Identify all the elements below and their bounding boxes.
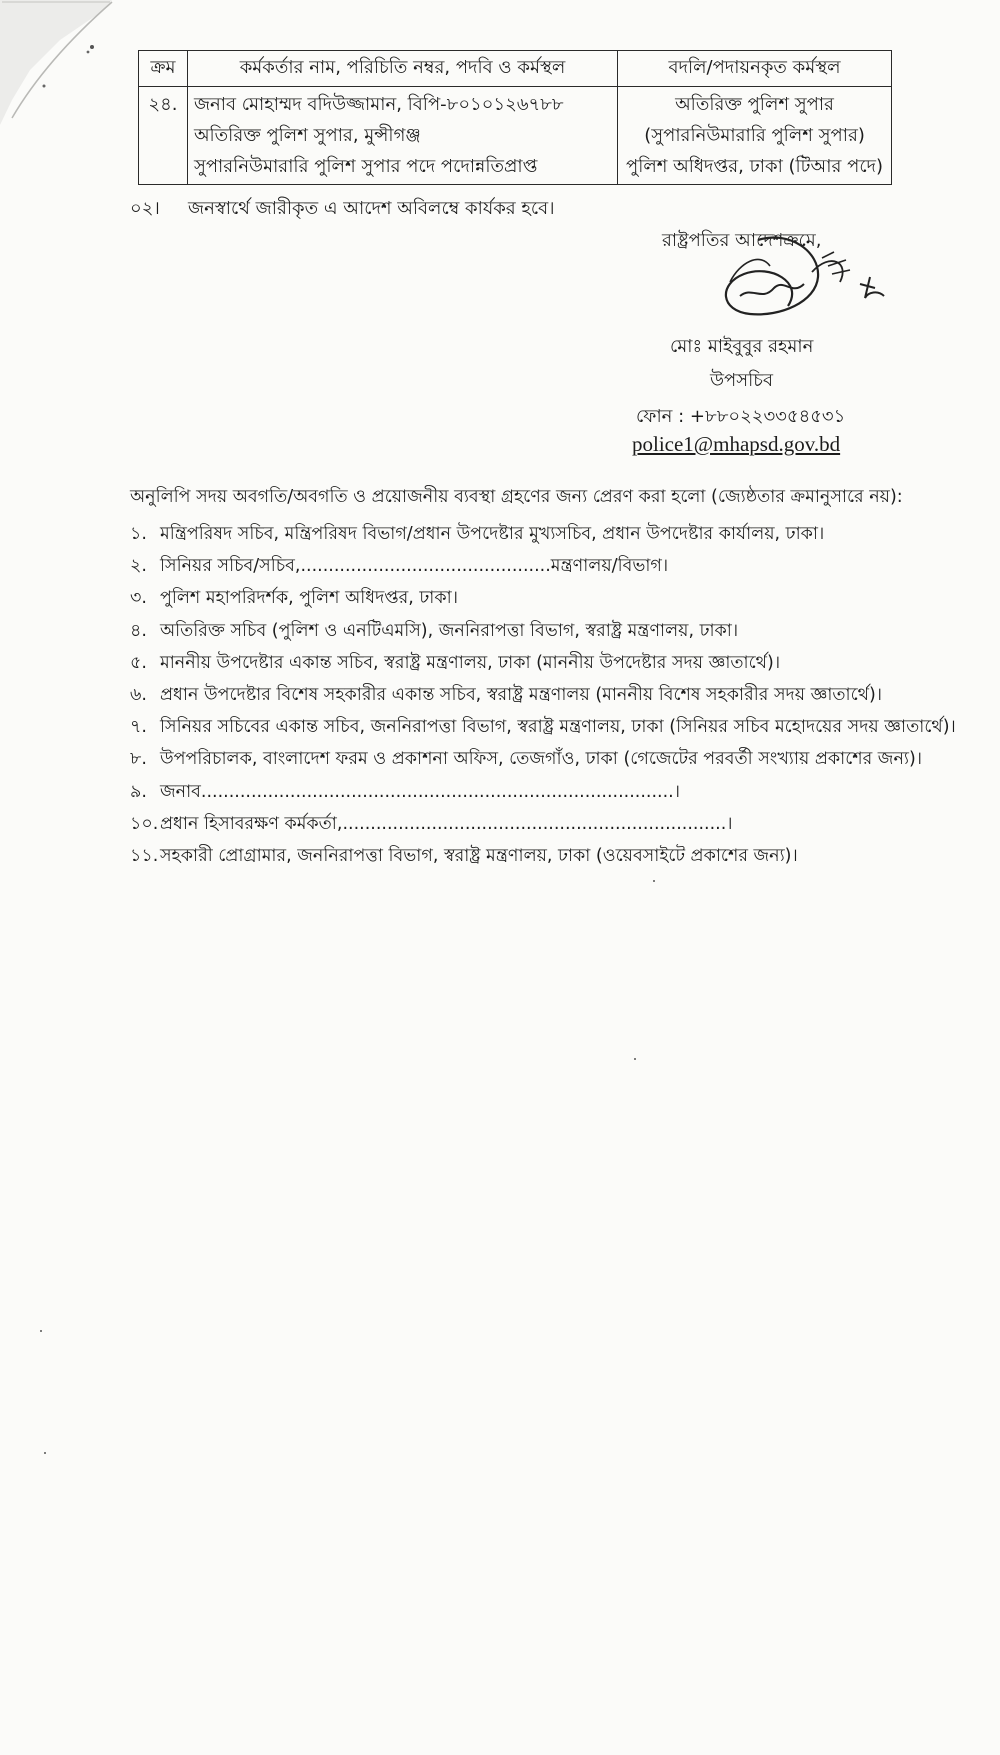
item-text: প্রধান উপদেষ্টার বিশেষ সহকারীর একান্ত সচিব, স্বরাষ্ট্র মন্ত্রণালয় (মাননীয় বিশেষ সহকারীর সদয় জ্ঞাতার্থে)। — [160, 684, 883, 705]
by-order-text: রাষ্ট্রপতির আদেশক্রমে, — [662, 230, 822, 251]
item-number: ১১. — [130, 845, 159, 866]
table-row — [139, 87, 892, 185]
serial-number: ২৪. — [148, 94, 178, 115]
item-text: পুলিশ মহাপরিদর্শক, পুলিশ অধিদপ্তর, ঢাকা। — [160, 588, 458, 609]
scan-speck — [40, 1330, 42, 1332]
copy-recipient-list — [130, 518, 956, 872]
list-item — [130, 776, 956, 808]
item-text: মন্ত্রিপরিষদ সচিব, মন্ত্রিপরিষদ বিভাগ/প্রধান উপদেষ্টার মুখ্যসচিব, প্রধান উপদেষ্টার কার্যালয়, ঢাকা। — [160, 524, 825, 544]
item-number: ৪. — [130, 620, 147, 641]
item-number: ২. — [130, 556, 147, 577]
officer-current-post-line: অতিরিক্ত পুলিশ সুপার, মুন্সীগঞ্জ — [193, 125, 421, 146]
item-text: সিনিয়র সচিবের একান্ত সচিব, জননিরাপত্তা বিভাগ, স্বরাষ্ট্র মন্ত্রণালয়, ঢাকা (সিনিয়র সচিব মহোদয়ের সদয় জ্ঞাতার্থে)। — [160, 717, 956, 738]
list-item — [130, 743, 956, 775]
scan-speck — [44, 1452, 46, 1454]
row-serial — [139, 87, 188, 185]
order-table — [138, 50, 892, 185]
scan-corner-artifact — [0, 0, 118, 135]
officer-name-line: জনাব মোহাম্মদ বদিউজ্জামান, বিপি-৮০১০১২৬৭৮৮ — [193, 94, 564, 115]
row-officer — [187, 87, 617, 185]
item-number: ১০. — [130, 813, 159, 834]
list-item — [130, 711, 956, 743]
scan-speck — [634, 1058, 636, 1060]
posted-line-1: অতিরিক্ত পুলিশ সুপার — [675, 94, 834, 115]
item-text: উপপরিচালক, বাংলাদেশ ফরম ও প্রকাশনা অফিস, তেজগাঁও, ঢাকা (গেজেটের পরবর্তী সংখ্যায় প্রকাশের জন্য)। — [160, 749, 923, 770]
item-number: ৯. — [130, 781, 147, 802]
paragraph-text: জনস্বার্থে জারীকৃত এ আদেশ অবিলম্বে কার্যকর হবে। — [188, 198, 555, 219]
officer-promotion-line: সুপারনিউমারারি পুলিশ সুপার পদে পদোন্নতিপ্রাপ্ত — [193, 156, 538, 177]
list-item — [130, 582, 956, 614]
list-item — [130, 679, 956, 711]
item-number: ৩. — [130, 588, 147, 609]
item-text: অতিরিক্ত সচিব (পুলিশ ও এনটিএমসি), জননিরাপত্তা বিভাগ, স্বরাষ্ট্র মন্ত্রণালয়, ঢাকা। — [160, 620, 739, 641]
paragraph-02 — [130, 194, 555, 225]
item-number: ১. — [130, 524, 147, 544]
scan-speck — [653, 880, 655, 882]
table-header-row — [139, 51, 892, 87]
signer-name: মোঃ মাইবুবুর রহমান — [670, 336, 814, 357]
item-number: ৭. — [130, 717, 147, 738]
posted-line-3: পুলিশ অধিদপ্তর, ঢাকা (টিআর পদে) — [626, 156, 884, 177]
item-number: ৬. — [130, 684, 147, 705]
item-text: প্রধান হিসাবরক্ষণ কর্মকর্তা,.....................................................................। — [160, 813, 733, 834]
signer-designation: উপসচিব — [710, 370, 774, 391]
list-item — [130, 518, 956, 550]
list-item — [130, 615, 956, 647]
email-address[interactable]: police1@mhapsd.gov.bd — [632, 432, 841, 456]
header-serial: ক্রম — [139, 51, 188, 87]
item-text: সহকারী প্রোগ্রামার, জননিরাপত্তা বিভাগ, স্বরাষ্ট্র মন্ত্রণালয়, ঢাকা (ওয়েবসাইটে প্রকাশের জন্য)। — [160, 845, 798, 866]
item-text: সিনিয়র সচিব/সচিব,.............................................মন্ত্রণালয়/বিভাগ। — [160, 556, 669, 577]
phone-number: ফোন : +৮৮০২২৩৩৫৪৫৩১ — [636, 406, 846, 427]
posted-line-2: (সুপারনিউমারারি পুলিশ সুপার) — [644, 125, 865, 146]
copy-intro: অনুলিপি সদয় অবগতি/অবগতি ও প্রয়োজনীয় ব্যবস্থা গ্রহণের জন্য প্রেরণ করা হলো (জ্যেষ্ঠতার ক্রমানুসারে নয়): — [130, 487, 903, 507]
item-number: ৮. — [130, 749, 147, 770]
item-number: ৫. — [130, 652, 147, 673]
paragraph-number: ০২। — [130, 198, 160, 219]
header-posted: বদলি/পদায়নকৃত কর্মস্থল — [618, 51, 892, 87]
row-posted — [618, 87, 892, 185]
item-text: মাননীয় উপদেষ্টার একান্ত সচিব, স্বরাষ্ট্র মন্ত্রণালয়, ঢাকা (মাননীয় উপদেষ্টার সদয় জ্ঞাতার্থে)। — [160, 652, 781, 673]
list-item — [130, 808, 956, 840]
item-text: জনাব.....................................................................................। — [160, 781, 681, 802]
list-item — [130, 550, 956, 582]
handwritten-signature — [700, 222, 900, 342]
list-item — [130, 840, 956, 872]
list-item — [130, 647, 956, 679]
header-officer: কর্মকর্তার নাম, পরিচিতি নম্বর, পদবি ও কর্মস্থল — [187, 51, 617, 87]
